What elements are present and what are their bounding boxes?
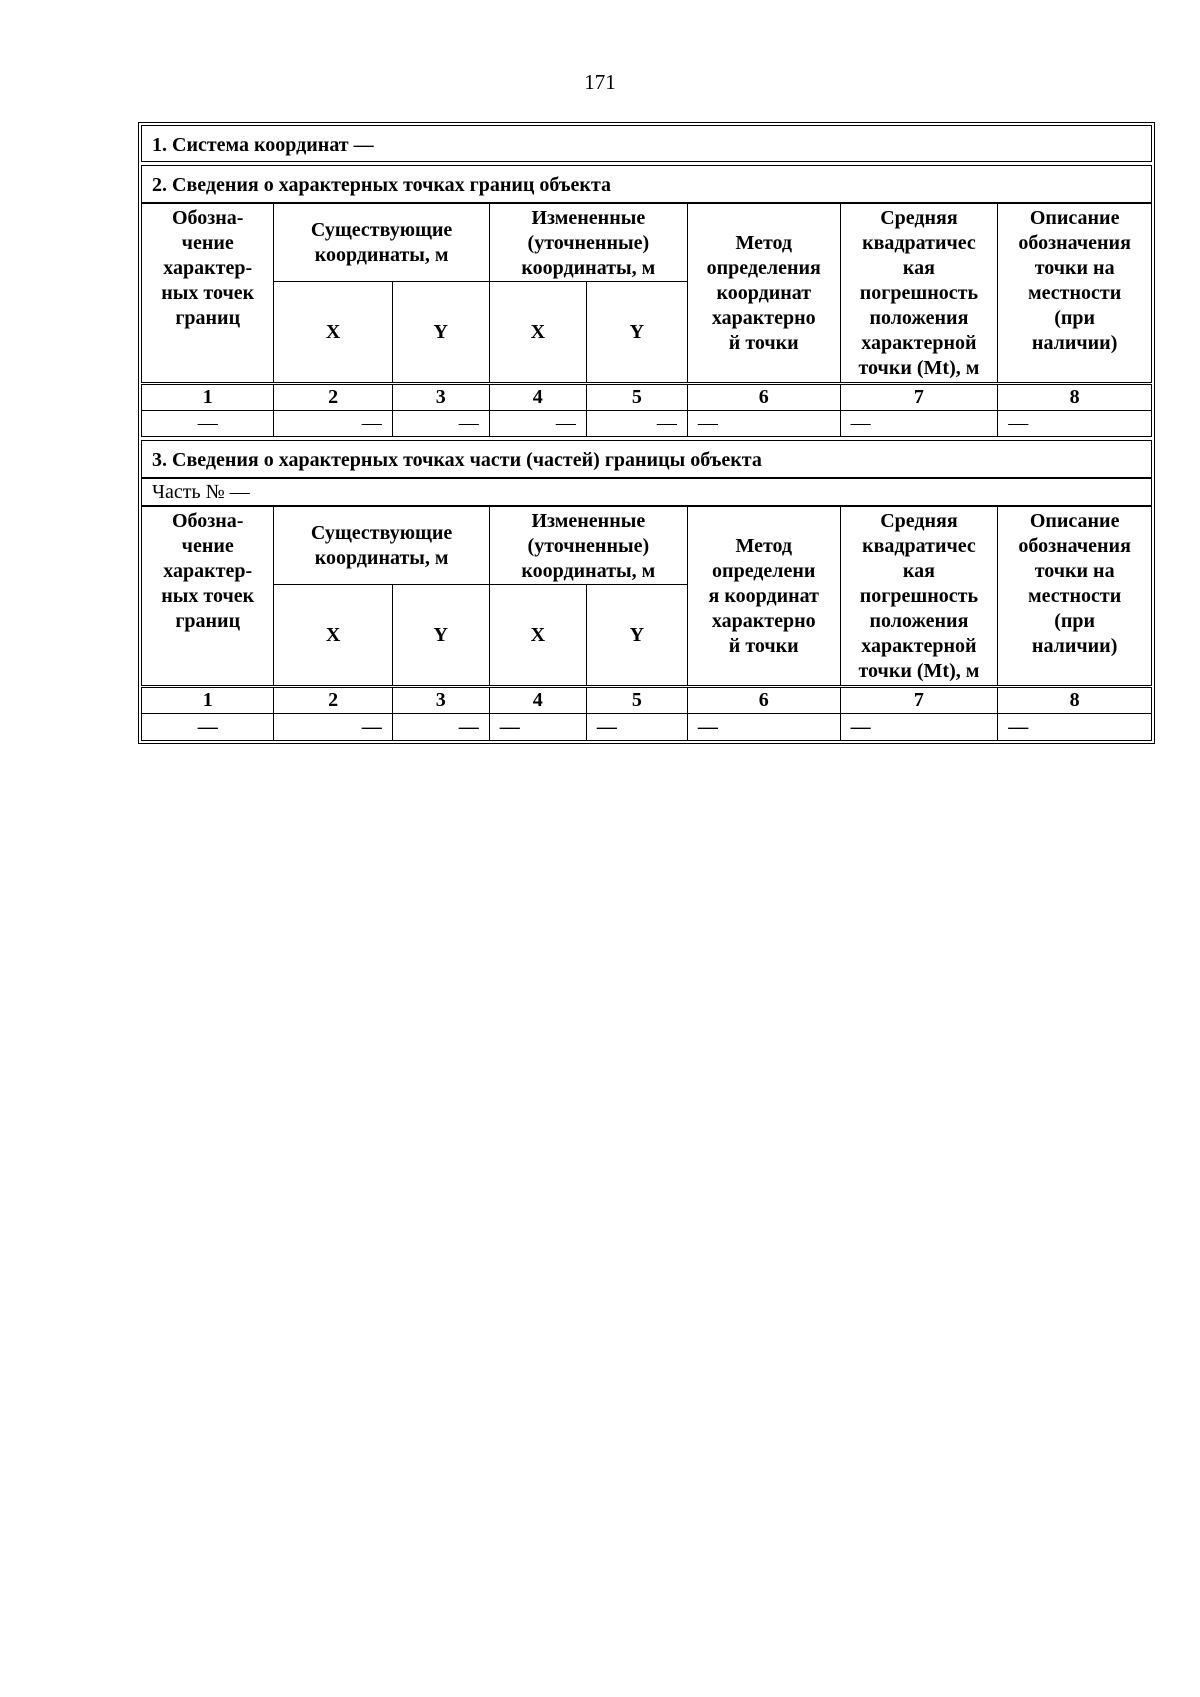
header-mean-square-error: Средняя квадратичес кая погрешность положения характерной точки (Mt), м	[840, 204, 998, 384]
table-cell: —	[687, 411, 840, 437]
table-cell: —	[687, 714, 840, 741]
header-changed-y: Y	[586, 282, 687, 384]
column-number: 4	[489, 384, 586, 411]
part-boundary-points-table	[141, 506, 1152, 741]
header-existing-y: Y	[392, 282, 489, 384]
column-number: 6	[687, 384, 840, 411]
header-existing-x: X	[274, 585, 392, 687]
header-changed-coordinates: Измененные (уточненные) координаты, м	[489, 507, 687, 585]
table-cell: —	[274, 714, 392, 741]
column-number: 8	[998, 687, 1152, 714]
header-changed-y: Y	[586, 585, 687, 687]
section-boundary-points-title: 2. Сведения о характерных точках границ объекта	[141, 165, 1152, 203]
header-existing-x: X	[274, 282, 392, 384]
document-frame	[138, 122, 1155, 744]
column-number: 3	[392, 384, 489, 411]
table-cell: —	[142, 714, 274, 741]
column-number: 8	[998, 384, 1152, 411]
header-point-designation: Обозна- чение характер- ных точек границ	[142, 507, 274, 687]
table-cell: —	[142, 411, 274, 437]
header-existing-coordinates: Существующие координаты, м	[274, 204, 489, 282]
header-mean-square-error: Средняя квадратичес кая погрешность положения характерной точки (Mt), м	[840, 507, 998, 687]
table-cell: —	[489, 714, 586, 741]
table-cell: —	[392, 411, 489, 437]
header-existing-y: Y	[392, 585, 489, 687]
column-number: 3	[392, 687, 489, 714]
section-part-boundary-title: 3. Сведения о характерных точках части (частей) границы объекта	[141, 440, 1152, 478]
table-cell: —	[586, 411, 687, 437]
column-number: 7	[840, 384, 998, 411]
table-cell: —	[998, 714, 1152, 741]
header-point-description: Описание обозначения точки на местности (при наличии)	[998, 507, 1152, 687]
section-coordinate-system: 1. Система координат —	[141, 125, 1152, 162]
table-cell: —	[489, 411, 586, 437]
part-number-label: Часть № —	[141, 478, 1152, 506]
column-number: 6	[687, 687, 840, 714]
table-cell: —	[274, 411, 392, 437]
header-point-designation: Обозна- чение характер- ных точек границ	[142, 204, 274, 384]
column-number: 1	[142, 687, 274, 714]
header-changed-coordinates: Измененные (уточненные) координаты, м	[489, 204, 687, 282]
table-cell: —	[840, 411, 998, 437]
header-method: Метод определения координат характерно й точки	[687, 204, 840, 384]
column-number: 1	[142, 384, 274, 411]
header-existing-coordinates: Существующие координаты, м	[274, 507, 489, 585]
header-changed-x: X	[489, 282, 586, 384]
page-number: 171	[584, 70, 616, 94]
column-number: 4	[489, 687, 586, 714]
column-number: 2	[274, 384, 392, 411]
table-cell: —	[392, 714, 489, 741]
header-changed-x: X	[489, 585, 586, 687]
table-cell: —	[586, 714, 687, 741]
header-method: Метод определени я координат характерно й точки	[687, 507, 840, 687]
column-number: 7	[840, 687, 998, 714]
table-cell: —	[840, 714, 998, 741]
header-point-description: Описание обозначения точки на местности (при наличии)	[998, 204, 1152, 384]
boundary-points-table	[141, 203, 1152, 437]
column-number: 2	[274, 687, 392, 714]
table-cell: —	[998, 411, 1152, 437]
column-number: 5	[586, 687, 687, 714]
column-number: 5	[586, 384, 687, 411]
